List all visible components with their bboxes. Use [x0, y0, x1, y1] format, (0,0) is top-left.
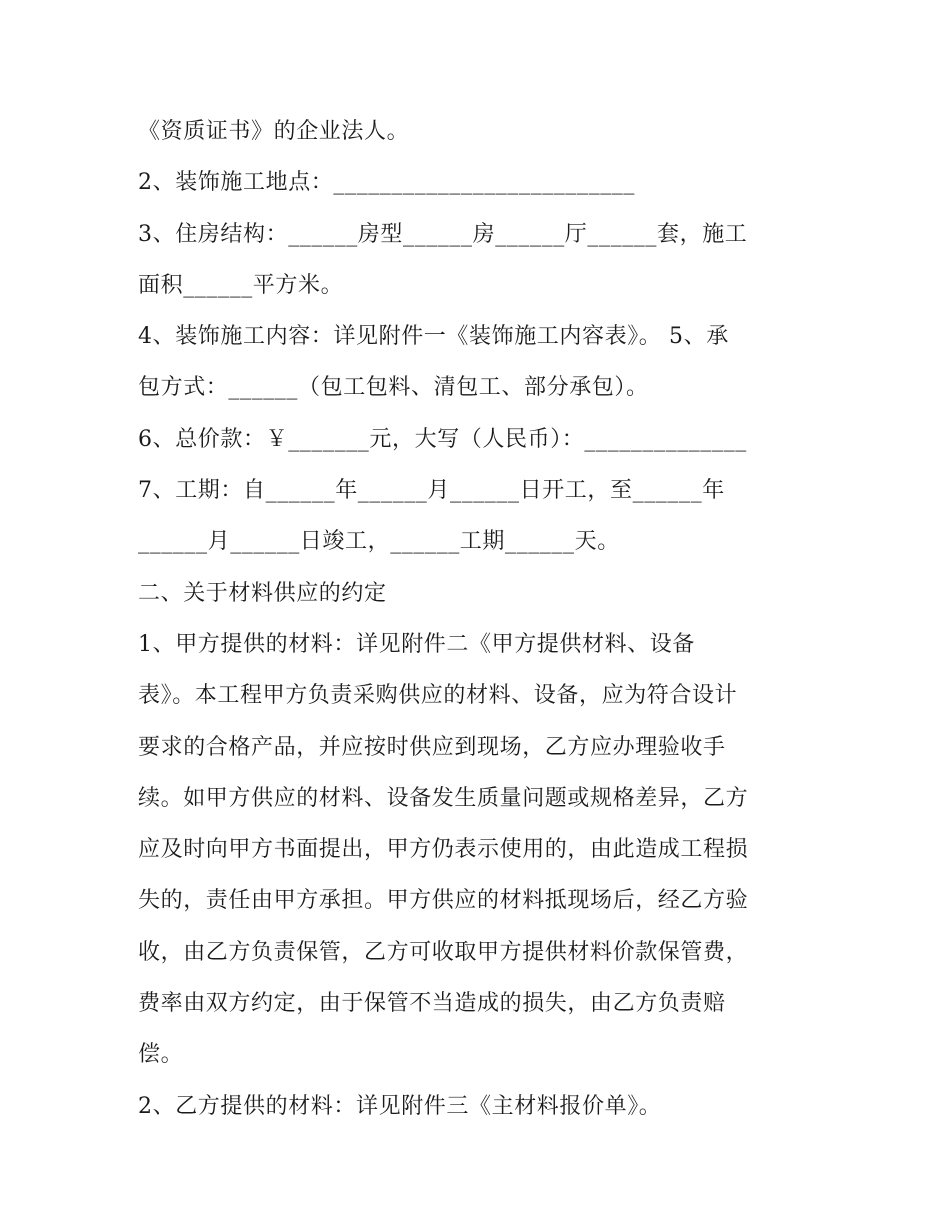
- paragraph-line: 失的，责任由甲方承担。甲方供应的材料抵现场后，经乙方验: [138, 888, 749, 914]
- paragraph-line: 收，由乙方负责保管，乙方可收取甲方提供材料价款保管费，: [138, 939, 749, 965]
- text-line-area: 面积______平方米。: [138, 272, 344, 298]
- paragraph-line: 续。如甲方供应的材料、设备发生质量问题或规格差异，乙方: [138, 785, 749, 811]
- contract-text: [138, 106, 818, 1132]
- text-line-contract-method: 包方式：______（包工包料、清包工、部分承包）。: [138, 375, 649, 401]
- paragraph-line: 要求的合格产品，并应按时供应到现场，乙方应办理验收手: [138, 734, 726, 760]
- paragraph-line: 应及时向甲方书面提出，甲方仍表示使用的，由此造成工程损: [138, 837, 749, 863]
- text-line-party-b-materials: 2、乙方提供的材料：详见附件三《主材料报价单》。: [138, 1093, 662, 1119]
- text-line-party-a-materials: 1、甲方提供的材料：详见附件二《甲方提供材料、设备: [138, 631, 695, 657]
- paragraph-line: 表》。本工程甲方负责采购供应的材料、设备，应为符合设计: [138, 683, 738, 709]
- text-line-site-location: 2、装饰施工地点：__________________________: [138, 170, 635, 196]
- section-heading-materials: 二、关于材料供应的约定: [138, 580, 387, 606]
- text-line-qualification: 《资质证书》的企业法人。: [138, 119, 410, 144]
- text-line-schedule-start: 7、工期：自______年______月______日开工，至______年: [138, 478, 725, 504]
- paragraph-line: 偿。: [138, 1042, 184, 1068]
- text-line-construction-content: 4、装饰施工内容：详见附件一《装饰施工内容表》。 5、承: [138, 324, 729, 350]
- paragraph-line: 费率由双方约定，由于保管不当造成的损失，由乙方负责赔: [138, 991, 726, 1017]
- text-line-housing-structure: 3、住房结构：______房型______房______厅______套，施工: [138, 221, 748, 247]
- text-line-total-price: 6、总价款：￥_______元，大写（人民币）：______________: [138, 426, 747, 452]
- text-line-schedule-end: ______月______日竣工，______工期______天。: [138, 529, 620, 555]
